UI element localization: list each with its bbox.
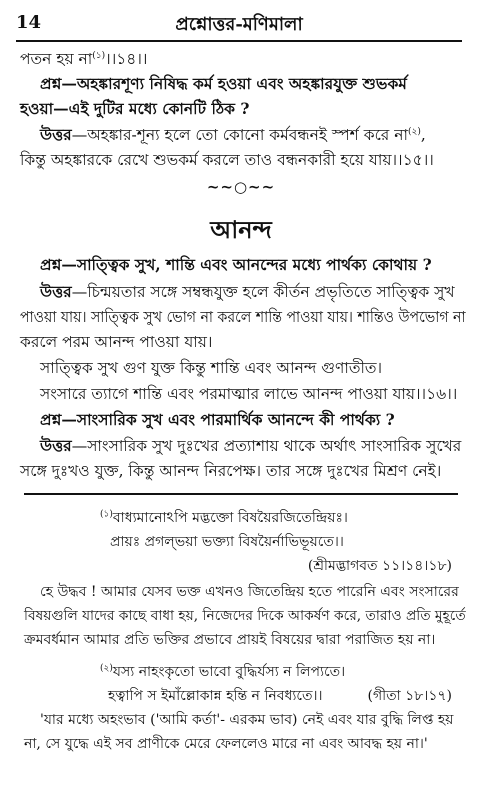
footnote-2-source: (গীতা ১৮।১৭) — [367, 688, 452, 704]
answer-1-text-a: —অহঙ্কার-শূন্য হলে তো কোনো কর্মবন্ধনই স্পর্শ করে না — [71, 126, 409, 144]
footnote-1-source: (শ্রীমদ্ভাগবত ১১।১৪।১৮) — [307, 558, 452, 574]
answer-3-text-1: —সাংসারিক সুখ দুঃখের প্রত্যাশায় থাকে অর্থাৎ সাংসারিক সুখের — [71, 437, 462, 455]
footnote-1-verse-2: প্রায়ঃ প্রগল্‌ভয়া ভক্ত্যা বিষয়ৈর্নাভিভূয়তে।। — [110, 534, 344, 550]
answer-1-text-b: কিন্তু অহঙ্কারকে রেখে শুভকর্ম করলে তাও বন্ধনকারী হয়ে যায়।।১৫।। — [20, 151, 434, 169]
header-rule — [16, 40, 462, 42]
section-title: আনন্দ — [210, 215, 272, 244]
question-2-line — [40, 254, 462, 276]
footnote-2-verse-1-text: যস্য নাহংকৃতো ভাবো বুদ্ধির্যস্য ন লিপ্যতে। — [112, 664, 346, 680]
answer-label: উত্তর — [40, 282, 72, 301]
running-header — [16, 8, 462, 38]
question-1-text-b: হওয়া—এই দুটির মধ্যে কোনটি ঠিক ? — [20, 99, 250, 118]
question-1-text-a: অহঙ্কারশূণ্য নিষিদ্ধ কর্ম হওয়া এবং অহঙ্কারযুক্ত শুভকর্ম — [76, 74, 407, 93]
footnote-1-translation-3: ক্রমবর্ধমান আমার প্রতি ভক্তির প্রভাবে প্রায়ই বিষয়ের দ্বারা পরাজিত হয় না। — [24, 632, 436, 648]
text-line-1 — [20, 48, 462, 70]
question-3-line — [40, 409, 462, 431]
answer-label: উত্তর — [40, 125, 72, 144]
question-label: প্রশ্ন— — [40, 74, 77, 93]
answer-label: উত্তর — [40, 436, 72, 455]
answer-1-line-a — [40, 124, 462, 146]
footnote-2-verse-2: হত্বাপি স ইমাঁল্লোকান্ন হন্তি ন নিবধ্যতে।। — [108, 688, 323, 704]
answer-2-line-1 — [40, 281, 462, 303]
answer-2-line-3: করলে পরম আনন্দ পাওয়া যায়। — [20, 333, 213, 351]
footnote-1-marker: (১) — [100, 509, 113, 520]
section-ornament: ~~○~~ — [206, 178, 276, 196]
answer-2-line-2: পাওয়া যায়। সাত্ত্বিক সুখ ভোগ না করলে শান্তি পাওয়া যায়। শান্তিও উপভোগ না — [20, 308, 466, 326]
footnote-separator — [24, 493, 458, 495]
answer-3-line-1 — [40, 435, 462, 457]
footnote-2-marker: (২) — [100, 663, 113, 674]
answer-3-line-2: সঙ্গে দুঃখও যুক্ত, কিন্তু আনন্দ নিরপেক্ষ। তার সঙ্গে দুঃখের মিশ্রণ নেই। — [20, 462, 442, 480]
question-1-line-a — [40, 73, 462, 95]
answer-2-text-1: —চিন্ময়তার সঙ্গে সম্বন্ধযুক্ত হলে কীর্তন প্রভৃতিতে সাত্ত্বিক সুখ — [71, 283, 455, 301]
question-label: প্রশ্ন— — [40, 255, 77, 274]
question-1-line-b — [20, 98, 462, 120]
footnote-1-translation-1: হে উদ্ধব ! আমার যেসব ভক্ত এখনও জিতেন্দ্রিয় হতে পারেনি এবং সংসারের — [40, 584, 459, 600]
footnote-1-verse-1 — [100, 508, 348, 528]
footnote-ref-2: (২) — [408, 126, 421, 137]
answer-1-comma: , — [420, 126, 426, 144]
answer-1-line-b — [20, 149, 462, 171]
running-title: প্রশ্নোত্তর-মণিমালা — [175, 14, 303, 35]
line1-text: পতন হয় না — [20, 50, 93, 68]
verse-number-14: ।।১৪।। — [105, 50, 148, 68]
answer-2-line-5: সংসারে ত্যাগে শান্তি এবং পরমাত্মার লাভে আনন্দ পাওয়া যায়।।১৬।। — [40, 385, 458, 403]
answer-2-line-4: সাত্ত্বিক সুখ গুণ যুক্ত কিন্তু শান্তি এবং আনন্দ গুণাতীত। — [40, 359, 383, 377]
footnote-1-verse-1-text: বাধ্যমানোঽপি মদ্ভক্তো বিষয়ৈরজিতেন্দ্রিয়ঃ। — [112, 510, 348, 526]
footnote-2-translation-1: 'যার মধ্যে অহংভাব ('আমি কর্তা'- এরকম ভাব) নেই এবং যার বুদ্ধি লিপ্ত হয় — [40, 712, 454, 728]
footnote-1-translation-2: বিষয়গুলি যাদের কাছে বাধা হয়, নিজেদের দিকে আকর্ষণ করে, তারাও প্রতি মুহূর্তে — [24, 608, 466, 624]
question-3-text: সাংসারিক সুখ এবং পারমার্থিক আনন্দে কী পার্থক্য ? — [76, 410, 395, 429]
question-label: প্রশ্ন— — [40, 410, 77, 429]
footnote-2-verse-1 — [100, 662, 345, 682]
footnote-ref-1: (১) — [92, 50, 106, 61]
question-2-text: সাত্ত্বিক সুখ, শান্তি এবং আনন্দের মধ্যে পার্থক্য কোথায় ? — [76, 255, 432, 274]
footnote-2-translation-2: না, সে যুদ্ধে এই সব প্রাণীকে মেরে ফেললেও মারে না এবং আবদ্ধ হয় না।' — [24, 736, 428, 752]
page-number: 14 — [16, 12, 42, 33]
